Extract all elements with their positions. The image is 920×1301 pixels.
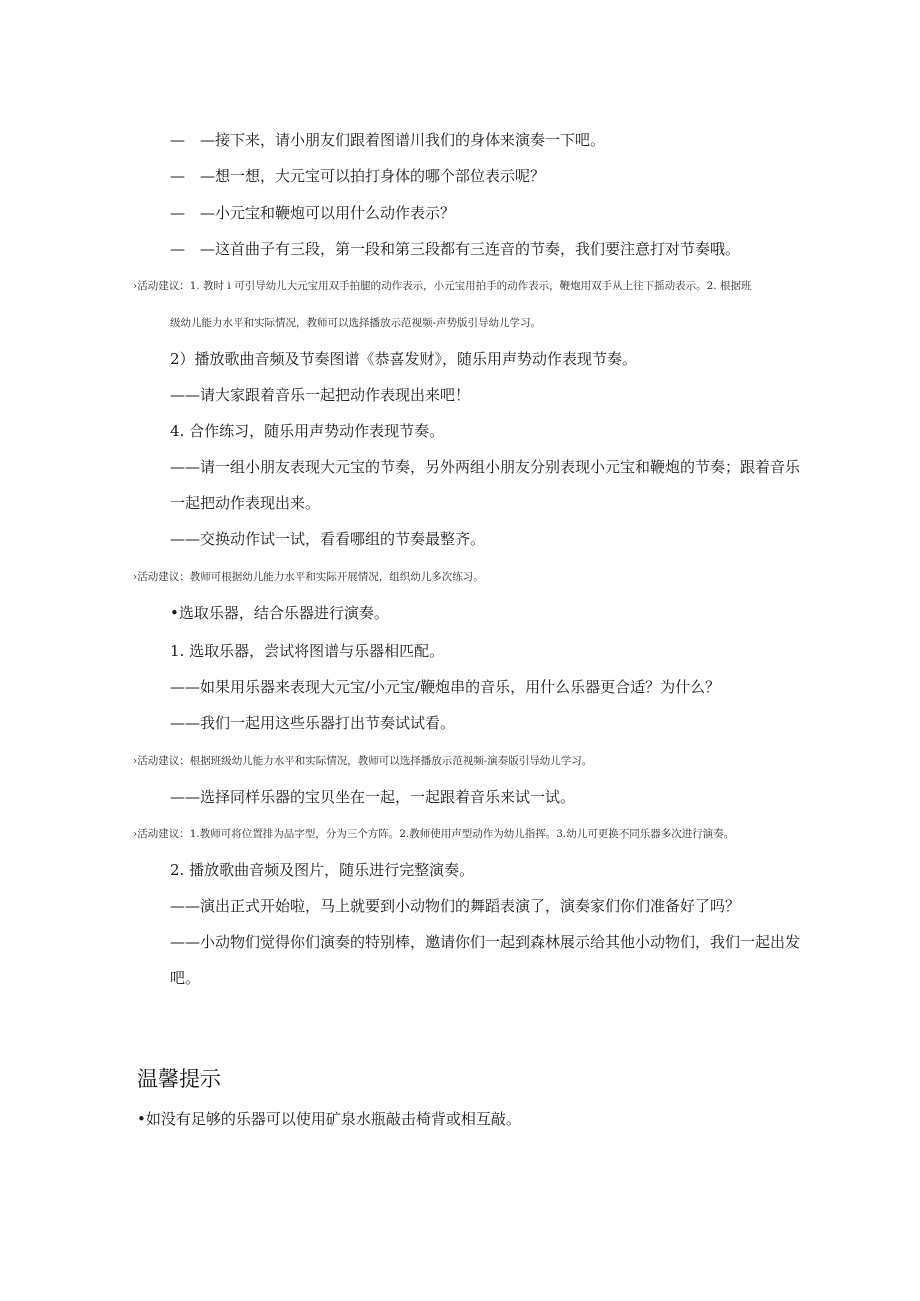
step-4-heading: 4. 合作练习，随乐用声势动作表现节奏。 bbox=[170, 422, 445, 440]
warm-tip-heading: 温馨提示 bbox=[137, 1067, 221, 1091]
step-4-line-1a: ——请一组小朋友表现大元宝的节奏，另外两组小朋友分别表现小元宝和鞭炮的节奏；跟着音乐 bbox=[170, 458, 801, 476]
sub-step-2-line-2b: 吧。 bbox=[170, 969, 201, 987]
activity-tip-1-line-2: 级幼儿能力水平和实际情况，教师可以选择播放示范视频-声势版引导幼儿学习。 bbox=[170, 317, 542, 329]
dialogue-text: —小元宝和鞭炮可以用什么动作表示？ bbox=[200, 204, 456, 222]
step-2-line: ——请大家跟着音乐一起把动作表现出来吧！ bbox=[170, 386, 471, 404]
dialogue-line-3 bbox=[170, 203, 455, 223]
sub-step-2-heading: 2. 播放歌曲音频及图片，随乐进行完整演奏。 bbox=[170, 861, 475, 879]
dash-mark: — bbox=[170, 204, 185, 222]
dash-mark: — bbox=[170, 131, 185, 149]
dialogue-line-2 bbox=[170, 166, 545, 186]
activity-tip-4: ›活动建议：1.教师可将位置排为品字型，分为三个方阵。2.教师使用声型动作为幼儿指挥。3.幼儿可更换不同乐器多次进行演奏。 bbox=[133, 828, 735, 840]
warm-tip-text: •如没有足够的乐器可以使用矿泉水瓶敲击椅背或相互敲。 bbox=[137, 1110, 521, 1128]
sub-step-1-heading: 1. 选取乐器，尝试将图谱与乐器相匹配。 bbox=[170, 642, 445, 660]
sub-step-1-line-2: ——我们一起用这些乐器打出节奏试试看。 bbox=[170, 714, 456, 732]
sub-step-1-line-3: ——选择同样乐器的宝贝坐在一起，一起跟着音乐来试一试。 bbox=[170, 788, 576, 806]
step-4-line-1b: 一起把动作表现出来。 bbox=[170, 494, 321, 512]
activity-tip-1-line-1: ›活动建议：1. 教时 i 可引导幼儿大元宝用双手拍腿的动作表示，小元宝用拍手的动作表示，鞭炮用双手从上往下摇动表示。2. 根据班 bbox=[133, 280, 752, 292]
dialogue-text: —接下来，请小朋友们跟着图谱川我们的身体来演奏一下吧。 bbox=[200, 131, 606, 149]
sub-step-2-line-1: ——演出正式开始啦，马上就要到小动物们的舞蹈表演了，演奏家们你们准备好了吗？ bbox=[170, 897, 741, 915]
dialogue-line-1 bbox=[170, 130, 605, 150]
sub-step-1-line-1: ——如果用乐器来表现大元宝/小元宝/鞭炮串的音乐，用什么乐器更合适？为什么？ bbox=[170, 678, 721, 696]
activity-tip-3: ›活动建议：根据班级幼儿能力水平和实际情况，教师可以选择播放示范视频-演奏版引导幼儿学习。 bbox=[133, 755, 593, 767]
dash-mark: — bbox=[170, 240, 185, 258]
step-2-heading: 2）播放歌曲音频及节奏图谱《恭喜发财》，随乐用声势动作表现节奏。 bbox=[170, 350, 638, 368]
section-heading: •选取乐器，结合乐器进行演奏。 bbox=[170, 604, 389, 622]
dash-mark: — bbox=[170, 167, 185, 185]
sub-step-2-line-2a: ——小动物们觉得你们演奏的特别棒，邀请你们一起到森林展示给其他小动物们，我们一起出发 bbox=[170, 933, 801, 951]
activity-tip-2: ›活动建议：教师可根据幼儿能力水平和实际开展情况，组织幼儿多次练习。 bbox=[133, 571, 484, 583]
dialogue-line-4 bbox=[170, 239, 740, 259]
dialogue-text: —想一想，大元宝可以拍打身体的哪个部位表示呢？ bbox=[200, 167, 546, 185]
step-4-line-2: ——交换动作试一试，看看哪组的节奏最整齐。 bbox=[170, 530, 486, 548]
dialogue-text: —这首曲子有三段，第一段和第三段都有三连音的节奏，我们要注意打对节奏哦。 bbox=[200, 240, 741, 258]
